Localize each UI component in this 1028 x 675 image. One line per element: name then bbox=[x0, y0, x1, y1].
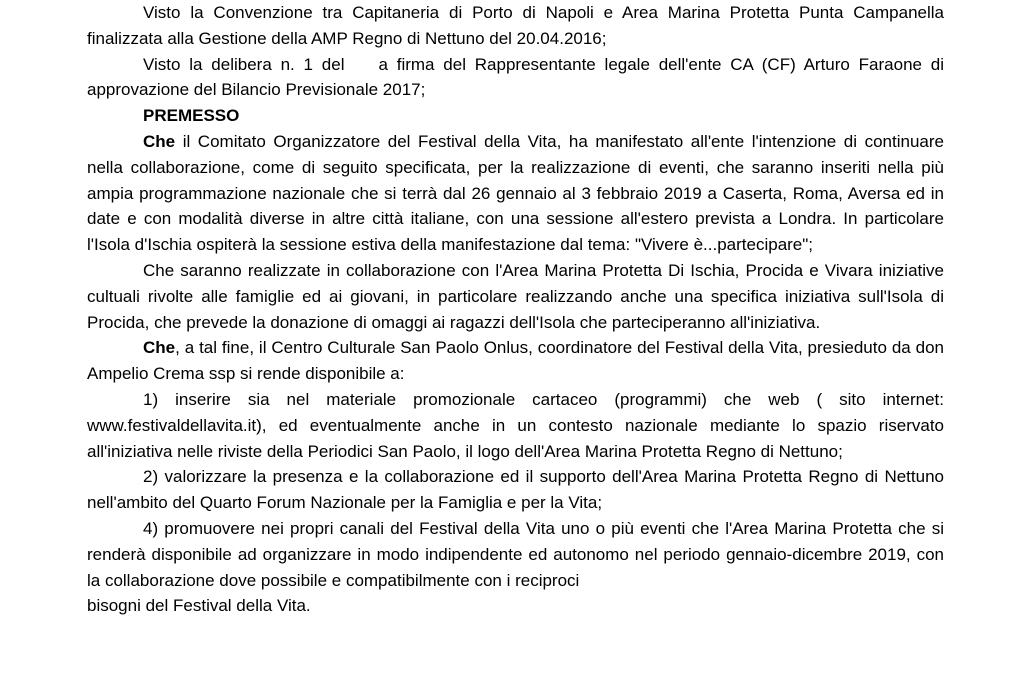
list-item-1 bbox=[87, 387, 944, 464]
cut-off-line-text: bisogni del Festival della Vita. bbox=[87, 596, 311, 616]
heading-premesso: PREMESSO bbox=[143, 106, 240, 126]
paragraph-centro-culturale bbox=[87, 335, 944, 387]
document-body bbox=[87, 0, 944, 619]
paragraph-festival-lead: Che bbox=[143, 131, 176, 151]
paragraph-delibera-text-end: a firma del Rappresentante legale dell'ente CA (CF) Arturo Faraone di approvazione del Bilancio Previsionale 2017; bbox=[87, 54, 945, 100]
paragraph-festival-text: il Comitato Organizzatore del Festival della Vita, ha manifestato all'ente l'intenzione di continuare nella collaborazione, come di seguito specificata, per la realizzazione di eventi, che saranno inseriti nella più ampia programmazione nazionale che si terrà dal 26 gennaio al 3 febbraio 2019 a Caserta, Roma, Aversa ed in date e con modalità diverse in altre città italiane, con una sessione all'estero prevista a Londra. In particolare l'Isola d'Ischia ospiterà la sessione estiva della manifestazione dal tema: "Vivere è...partecipare"; bbox=[87, 131, 944, 255]
paragraph-delibera bbox=[87, 52, 944, 104]
paragraph-iniziative-text: Che saranno realizzate in collaborazione con l'Area Marina Protetta Di Ischia, Procida e Vivara iniziative cultuali rivolte alle famiglie ed ai giovani, in particolare realizzando anche una specifica iniziativa sull'Isola di Procida, che prevede la donazione di omaggi ai ragazzi dell'Isola che parteciperanno all'iniziativa. bbox=[87, 260, 944, 332]
list-item-2-text: 2) valorizzare la presenza e la collaborazione ed il supporto dell'Area Marina Protetta Regno di Nettuno nell'ambito del Quarto Forum Nazionale per la Famiglia e per la Vita; bbox=[87, 467, 944, 513]
list-item-2 bbox=[87, 464, 944, 516]
paragraph-festival bbox=[87, 129, 944, 258]
paragraph-iniziative bbox=[87, 258, 944, 335]
paragraph-centro-text: , a tal fine, il Centro Culturale San Paolo Onlus, coordinatore del Festival della Vita, presieduto da don Ampelio Crema ssp si rende disponibile a: bbox=[87, 338, 944, 384]
paragraph-convenzione-text: Visto la Convenzione tra Capitaneria di Porto di Napoli e Area Marina Protetta Punta Campanella finalizzata alla Gestione della AMP Regno di Nettuno del 20.04.2016; bbox=[87, 3, 944, 48]
list-item-1-text: 1) inserire sia nel materiale promozionale cartaceo (programmi) che web ( sito internet: www.festivaldellavita.it), ed eventualmente anche in un contesto nazionale mediante lo spazio riservato all'iniziativa nelle riviste della Periodici San Paolo, il logo dell'Area Marina Protetta Regno di Nettuno; bbox=[87, 389, 944, 461]
list-item-4 bbox=[87, 516, 944, 593]
paragraph-delibera-text-start: Visto la delibera n. 1 del bbox=[143, 54, 345, 74]
cut-off-line bbox=[87, 593, 944, 619]
list-item-4-text: 4) promuovere nei propri canali del Festival della Vita uno o più eventi che l'Area Marina Protetta che si renderà disponibile ad organizzare in modo indipendente ed autonomo nel periodo gennaio-dicembre 2019, con la collaborazione dove possibile e compatibilmente con i reciproci bbox=[87, 518, 944, 590]
paragraph-convenzione bbox=[87, 0, 944, 52]
paragraph-centro-lead: Che bbox=[143, 338, 176, 358]
